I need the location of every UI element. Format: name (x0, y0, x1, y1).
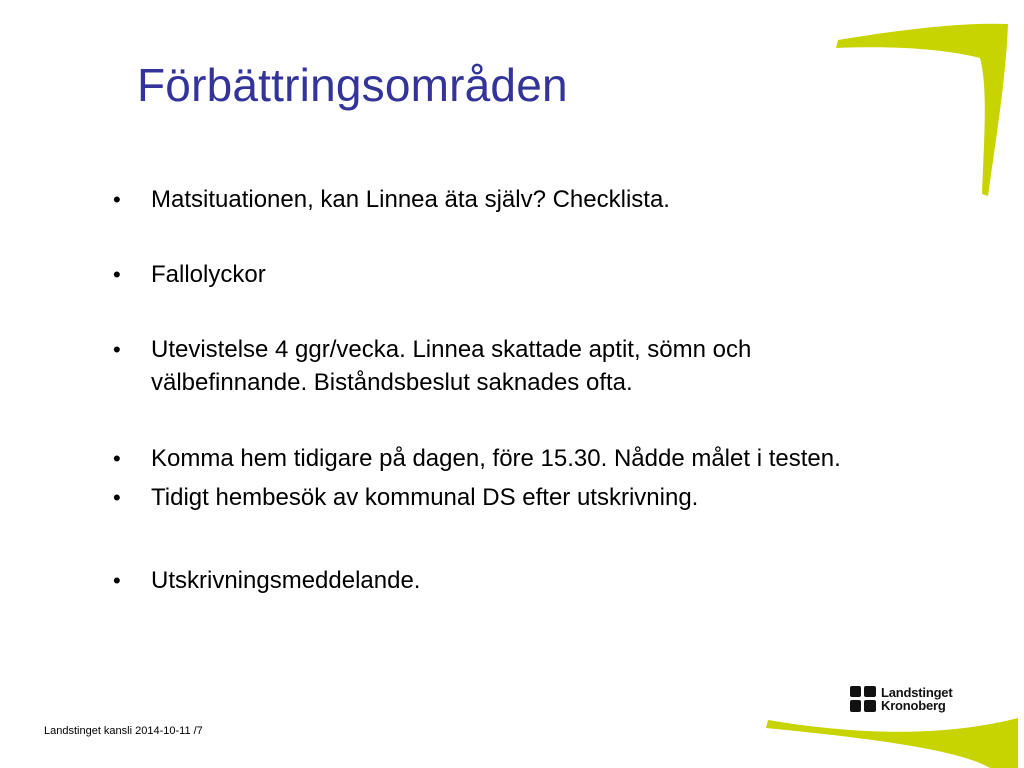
decorative-swoosh-top (830, 18, 1020, 198)
slide-title: Förbättringsområden (137, 59, 568, 111)
decorative-swoosh-bottom (760, 708, 1020, 768)
bullet-text: Fallolyckor (151, 261, 266, 288)
bullet-icon: • (113, 262, 121, 287)
footer-text: Landstinget kansli 2014-10-11 /7 (44, 725, 203, 737)
bullet-item (113, 258, 983, 291)
bullet-item (113, 564, 983, 597)
bullet-text: Matsituationen, kan Linnea äta själv? Checklista. (151, 186, 670, 213)
bullet-item (113, 481, 983, 514)
bullet-text: Utevistelse 4 ggr/vecka. Linnea skattade aptit, sömn och välbefinnande. Biståndsbeslut saknades ofta. (151, 336, 752, 396)
bullet-item (113, 333, 883, 399)
bullet-item (113, 183, 983, 216)
logo-line-2: Kronoberg (881, 698, 946, 713)
bullet-icon: • (113, 337, 121, 362)
bullet-text: Tidigt hembesök av kommunal DS efter utskrivning. (151, 484, 699, 511)
bullet-icon: • (113, 446, 121, 471)
bullet-text: Komma hem tidigare på dagen, före 15.30. Nådde målet i testen. (151, 445, 841, 472)
bullet-text: Utskrivningsmeddelande. (151, 567, 421, 594)
bullet-icon: • (113, 187, 121, 212)
bullet-icon: • (113, 568, 121, 593)
bullet-item (113, 442, 983, 475)
logo-line-1: Landstinget (881, 685, 953, 700)
bullet-icon: • (113, 485, 121, 510)
